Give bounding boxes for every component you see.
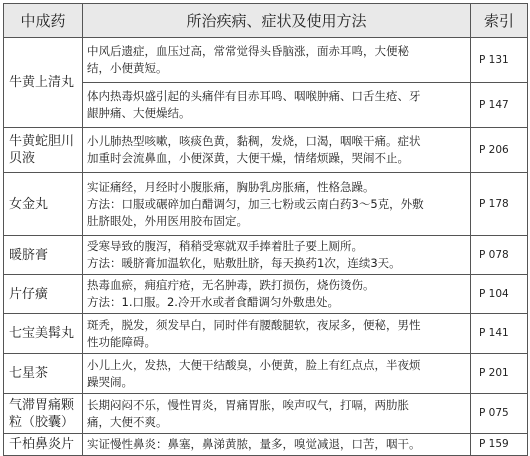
table-row <box>4 434 528 456</box>
medicine-name-line: 女金丸 <box>9 196 49 212</box>
medicine-name <box>4 314 83 354</box>
medicine-name <box>4 236 83 275</box>
page-index: P 141 <box>471 314 528 354</box>
description-line: 斑秃，脱发，须发早白，同时伴有腰酸腿软，夜尿多，便秘，男性 <box>87 317 421 332</box>
table-row <box>4 236 528 275</box>
description-line: 龈肿痛、大便燥结。 <box>87 106 191 120</box>
page-index: P 206 <box>471 128 528 173</box>
medicine-name-line: 贝液 <box>9 151 36 166</box>
description-line: 结，小便黄短。 <box>87 61 168 75</box>
page-index: P 178 <box>471 173 528 236</box>
usage-description <box>83 83 471 128</box>
usage-description <box>83 394 471 434</box>
description-line: 方法：1.口服。2.冷开水或者食醋调匀外敷患处。 <box>87 295 339 309</box>
table-row <box>4 314 528 354</box>
description-line: 躁哭闹。 <box>87 374 133 389</box>
description-line: 小儿肺热型咳嗽，咳痰色黄，黏稠，发烧，口渴，咽喉干痛。症状 <box>87 134 421 148</box>
medicine-name-line: 牛黄蛇胆川 <box>9 134 75 149</box>
page-index: P 104 <box>471 275 528 314</box>
page-index: P 201 <box>471 354 528 394</box>
page-index: P 147 <box>471 83 528 128</box>
medicine-name-line: 七宝美髯丸 <box>9 326 75 341</box>
medicine-name <box>4 394 83 434</box>
page-index: P 159 <box>471 434 528 456</box>
table-row <box>4 354 528 394</box>
description-line: 加重时会流鼻血，小便深黄，大便干燥，情绪烦躁，哭闹不止。 <box>87 151 409 165</box>
description-line: 肚脐眼处，外用医用胶布固定。 <box>87 213 248 228</box>
usage-description <box>83 236 471 275</box>
description-line: 方法：暖脐膏加温软化，贴敷肚脐，每天换药1次，连续3天。 <box>87 256 401 270</box>
page-index: P 131 <box>471 38 528 83</box>
table-row <box>4 38 528 83</box>
usage-description <box>83 38 471 83</box>
description-line: 性功能障碍。 <box>87 334 156 349</box>
medicine-name <box>4 128 83 173</box>
header-index: 索引 <box>471 4 528 38</box>
table-row <box>4 83 528 128</box>
table-row <box>4 394 528 434</box>
usage-description <box>83 354 471 394</box>
table-row <box>4 173 528 236</box>
medicine-name-line: 七星茶 <box>9 366 49 381</box>
description-line: 实证痛经，月经时小腹胀痛，胸胁乳房胀痛，性格急躁。 <box>87 179 375 194</box>
usage-description <box>83 128 471 173</box>
page-index: P 078 <box>471 236 528 275</box>
description-line: 小儿上火，发热，大便干结酸臭，小便黄，脸上有红点点，半夜烦 <box>87 357 421 372</box>
table-row <box>4 128 528 173</box>
medicine-name <box>4 354 83 394</box>
table-row <box>4 275 528 314</box>
description-line: 方法：口服或碾碎加白醋调匀，加三七粉或云南白药3～5克，外敷 <box>87 196 424 211</box>
medicine-name-line: 片仔癀 <box>9 286 49 302</box>
description-line: 中风后遗症，血压过高，常常觉得头昏脑涨，面赤耳鸣，大便秘 <box>87 44 409 58</box>
description-line: 实证慢性鼻炎：鼻塞，鼻涕黄脓，量多，嗅觉减退，口苦，咽干。 <box>87 437 421 451</box>
usage-description <box>83 314 471 354</box>
medicine-name <box>4 173 83 236</box>
description-line: 痛，大便不爽。 <box>87 414 168 429</box>
medicine-table <box>3 3 528 456</box>
description-line: 长期闷闷不乐，慢性胃炎，胃痛胃胀，唉声叹气，打嗝，两肋胀 <box>87 397 409 412</box>
medicine-name-line: 牛黄上清丸 <box>9 75 75 90</box>
medicine-name-line: 气滞胃痛颗 <box>9 397 75 413</box>
description-line: 体内热毒炽盛引起的头痛伴有目赤耳鸣、咽喉肿痛、口舌生疮、牙 <box>87 89 421 103</box>
header-row <box>4 4 528 38</box>
description-line: 受寒导致的腹泻，稍稍受寒就双手捧着肚子要上厕所。 <box>87 239 363 253</box>
medicine-name <box>4 275 83 314</box>
usage-description <box>83 275 471 314</box>
medicine-name-line: 千柏鼻炎片 <box>9 437 75 452</box>
medicine-name-line: 粒（胶囊） <box>9 414 75 430</box>
usage-description <box>83 434 471 456</box>
medicine-name <box>4 434 83 456</box>
header-usage: 所治疾病、症状及使用方法 <box>83 4 471 38</box>
medicine-name-line: 暖脐膏 <box>9 247 49 263</box>
description-line: 热毒血瘀，痈疽疔疮，无名肿毒，跌打损伤，烧伤烫伤。 <box>87 278 375 292</box>
header-medicine: 中成药 <box>4 4 83 38</box>
page-index: P 075 <box>471 394 528 434</box>
medicine-name <box>4 38 83 128</box>
usage-description <box>83 173 471 236</box>
